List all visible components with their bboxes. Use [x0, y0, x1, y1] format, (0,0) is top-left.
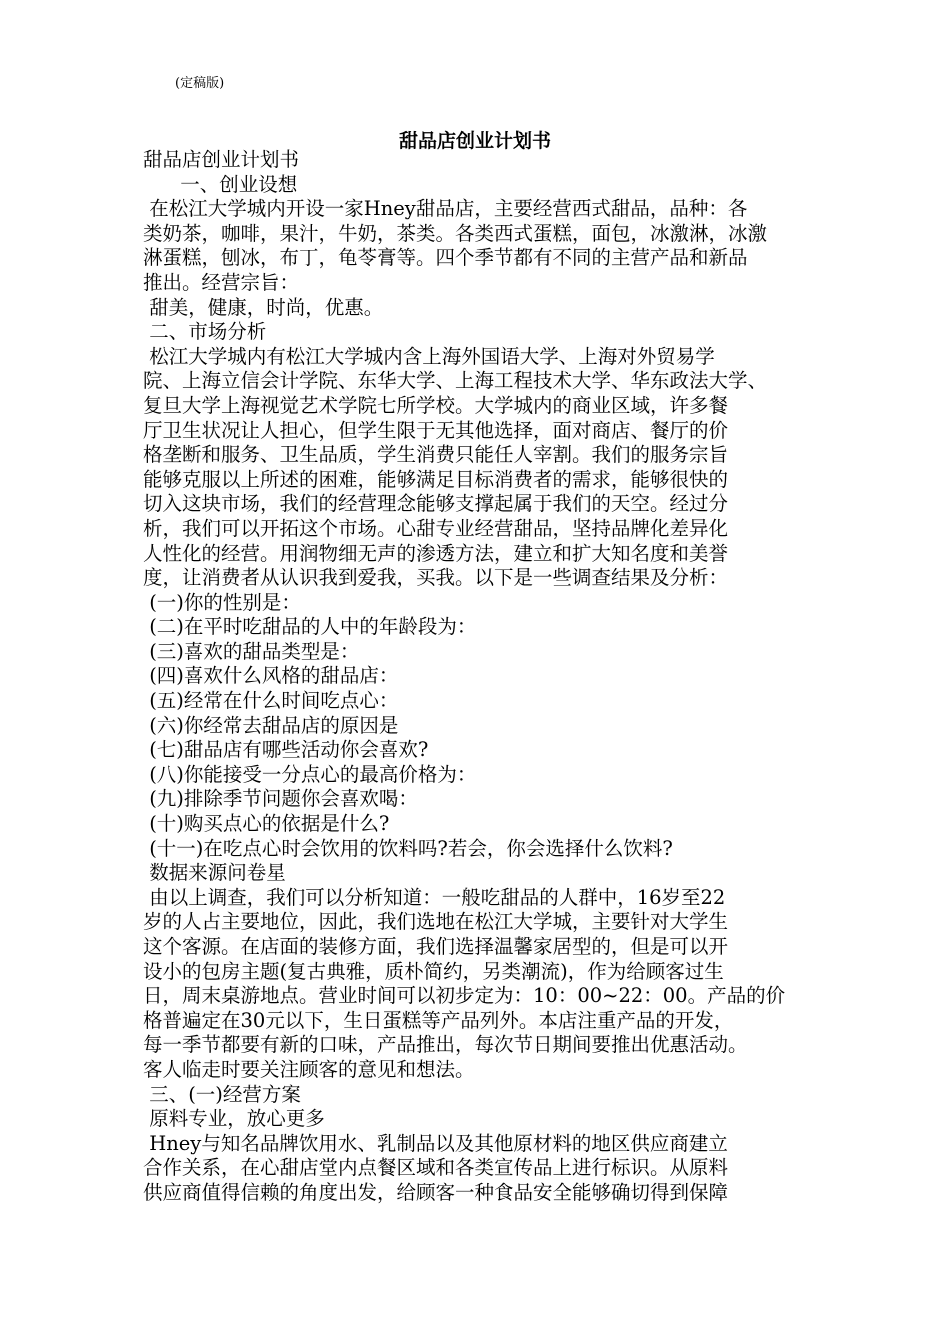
body-text-line: 二、市场分析 [143, 320, 267, 344]
body-text-line: 日，周末桌游地点。营业时间可以初步定为：10：00~22：00。产品的价 [143, 984, 786, 1008]
body-text-line: 一、创业设想 [143, 172, 298, 196]
body-text-line: (九)排除季节问题你会喜欢喝： [143, 787, 418, 811]
body-text-line: 格垄断和服务、卫生品质，学生消费只能任人宰割。我们的服务宗旨 [143, 443, 729, 467]
body-text-line: 类奶茶，咖啡，果汁，牛奶，茶类。各类西式蛋糕，面包，冰激淋，冰激 [143, 221, 768, 245]
body-text-line: (十)购买点心的依据是什么? [143, 812, 390, 836]
body-text-line: (十一)在吃点心时会饮用的饮料吗?若会，你会选择什么饮料? [143, 836, 673, 860]
body-text-line: 甜品店创业计划书 [143, 148, 300, 171]
body-text-line: 推出。经营宗旨： [143, 270, 300, 294]
body-text-line: 合作关系，在心甜店堂内点餐区域和各类宣传品上进行标识。从原料 [143, 1156, 729, 1180]
body-text-line: 这个客源。在店面的装修方面，我们选择温馨家居型的，但是可以开 [143, 935, 729, 958]
body-text-line: Hney与知名品牌饮用水、乳制品以及其他原材料的地区供应商建立 [143, 1131, 728, 1155]
body-text-line: 甜美，健康，时尚，优惠。 [143, 295, 384, 319]
body-text-line: 客人临走时要关注顾客的意见和想法。 [143, 1057, 475, 1081]
body-text-line: 院、上海立信会计学院、东华大学、上海工程技术大学、华东政法大学、 [143, 369, 768, 393]
body-text-line: 析，我们可以开拓这个市场。心甜专业经营甜品，坚持品牌化差异化 [143, 516, 729, 540]
body-text-line: 由以上调查，我们可以分析知道：一般吃甜品的人群中，16岁至22 [143, 885, 726, 909]
body-text-line: (八)你能接受一分点心的最高价格为： [143, 762, 477, 786]
body-text-line: (三)喜欢的甜品类型是： [143, 639, 360, 663]
body-text-line: 格普遍定在30元以下，生日蛋糕等产品列外。本店注重产品的开发， [143, 1008, 734, 1032]
body-text-line: (二)在平时吃甜品的人中的年龄段为： [143, 615, 477, 639]
body-text-line: (五)经常在什么时间吃点心： [143, 689, 399, 713]
body-text-line: (六)你经常去甜品店的原因是 [143, 713, 399, 737]
body-text-line: 供应商值得信赖的角度出发，给顾客一种食品安全能够确切得到保障 [143, 1180, 729, 1204]
draft-version-note: (定稿版) [175, 76, 225, 91]
body-text-line: (一)你的性别是： [143, 590, 301, 614]
body-text-line: 数据来源问卷星 [143, 861, 286, 885]
body-text-line: 在松江大学城内开设一家Hney甜品店，主要经营西式甜品，品种：各 [143, 197, 748, 221]
body-text-line: 每一季节都要有新的口味，产品推出，每次节日期间要推出优惠活动。 [143, 1033, 748, 1057]
body-text-line: 设小的包房主题(复古典雅，质朴简约，另类潮流)，作为给顾客过生 [143, 959, 724, 983]
body-text-line: (四)喜欢什么风格的甜品店： [143, 664, 399, 688]
body-text-line: 能够克服以上所述的困难，能够满足目标消费者的需求，能够很快的 [143, 467, 729, 491]
body-text-line: 度，让消费者从认识我到爱我，买我。以下是一些调查结果及分析： [143, 566, 729, 590]
document-title: 甜品店创业计划书 [398, 130, 551, 152]
body-text-line: 松江大学城内有松江大学城内含上海外国语大学、上海对外贸易学 [143, 344, 715, 368]
body-text-line: 原料专业，放心更多 [143, 1107, 325, 1131]
body-text-line: 厅卫生状况让人担心，但学生限于无其他选择，面对商店、餐厅的价 [143, 418, 729, 442]
body-text-line: 人性化的经营。用润物细无声的渗透方法，建立和扩大知名度和美誉 [143, 541, 729, 565]
body-text-line: 复旦大学上海视觉艺术学院七所学校。大学城内的商业区域，许多餐 [143, 393, 729, 417]
body-text-line: 淋蛋糕，刨冰，布丁，龟苓膏等。四个季节都有不同的主营产品和新品 [143, 246, 748, 270]
document-body [143, 148, 833, 1206]
body-text-line: 岁的人占主要地位，因此，我们选地在松江大学城，主要针对大学生 [143, 910, 729, 934]
body-text-line: 三、(一)经营方案 [143, 1082, 301, 1106]
body-text-line: 切入这块市场，我们的经营理念能够支撑起属于我们的天空。经过分 [143, 492, 729, 516]
body-text-line: (七)甜品店有哪些活动你会喜欢? [143, 738, 429, 762]
